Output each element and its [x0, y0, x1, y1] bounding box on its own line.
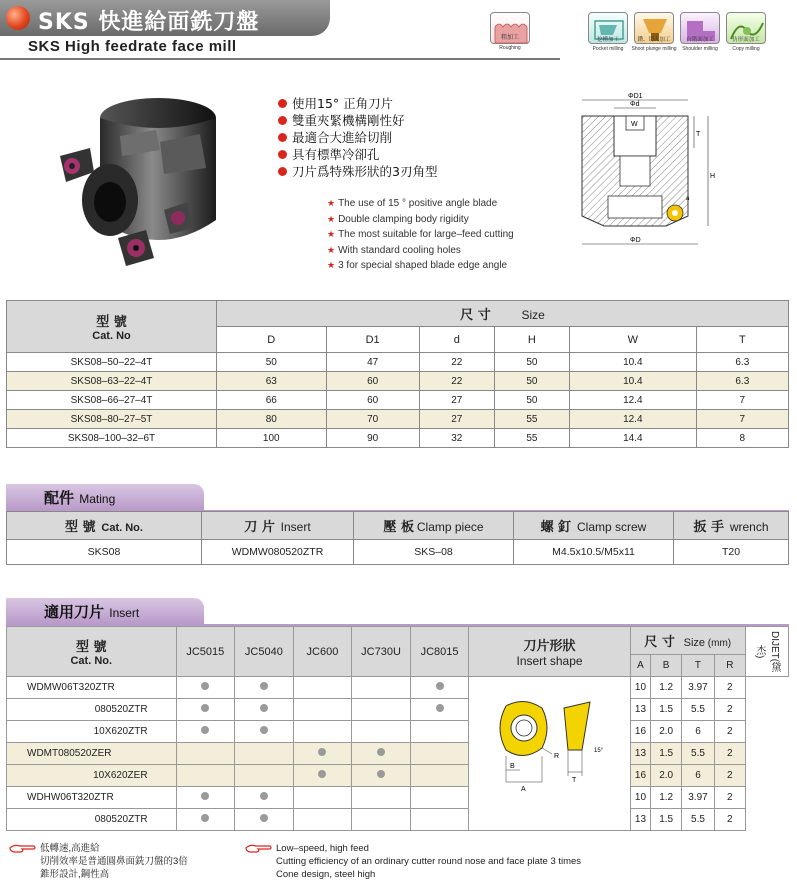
insert-tab-cn: 適用刀片	[44, 603, 105, 621]
cell: 55	[494, 410, 569, 429]
table-row	[7, 787, 789, 809]
cell: 12.4	[569, 410, 696, 429]
grade-cell	[293, 809, 352, 831]
dim-cell: 2	[714, 721, 745, 743]
dim-cell: 2	[714, 677, 745, 699]
table-row	[7, 677, 789, 699]
page-title: SKS 快進給面銑刀盤	[38, 10, 260, 35]
grade-cell	[293, 765, 352, 787]
cell: 47	[326, 353, 419, 372]
cat-no-header	[7, 301, 217, 353]
grade-cell	[235, 721, 294, 743]
star-icon: ★	[327, 260, 336, 270]
dim-cell: 6	[682, 765, 715, 787]
insert-size-header	[630, 627, 745, 655]
grade-cell	[176, 809, 235, 831]
table-row	[7, 353, 789, 372]
table-row	[7, 765, 789, 787]
mating-header	[514, 512, 674, 540]
cat-header-en: Cat. No	[92, 330, 131, 342]
cell: 55	[494, 429, 569, 448]
shape-r-label: R	[554, 753, 560, 760]
dim-cell: 2	[714, 743, 745, 765]
grade-cell	[293, 721, 352, 743]
grade-cell	[293, 699, 352, 721]
mating-header-cn: 螺 釘	[540, 520, 572, 535]
grade-header: JC730U	[352, 627, 411, 677]
footer-en-line: Cutting efficiency of an ordinary cutter round nose and face plate 3 times	[276, 856, 582, 867]
grade-cell	[410, 765, 469, 787]
copy-caption: Copy milling	[732, 46, 760, 52]
cell: 12.4	[569, 391, 696, 410]
availability-dot-icon	[201, 704, 209, 712]
availability-dot-icon	[260, 814, 268, 822]
dim-cell: 10	[630, 677, 651, 699]
shape-t-label: T	[572, 777, 577, 784]
mating-header-cn: 壓 板	[383, 520, 414, 535]
cell: 22	[419, 372, 494, 391]
availability-dot-icon	[260, 682, 268, 690]
grade-cell	[235, 765, 294, 787]
dim-cell: 16	[630, 765, 651, 787]
grade-cell	[352, 699, 411, 721]
dim-cell: 3.97	[682, 677, 715, 699]
shoulder-label: 台階面加工	[686, 37, 714, 43]
shape-angle-label: 15°	[594, 748, 604, 754]
grade-cell	[352, 677, 411, 699]
grade-cell	[410, 677, 469, 699]
roughing-icon-group	[490, 12, 533, 51]
footer-en-line: Low–speed, high feed	[276, 843, 369, 854]
insert-size-en: Size	[683, 637, 706, 649]
dim-cell: 1.2	[651, 677, 682, 699]
shape-a-label: A	[521, 786, 526, 793]
feature-en-item	[327, 212, 514, 228]
cell: 50	[217, 353, 327, 372]
footer-cn-line: 切削效率是普通圓鼻面銑刀盤的3倍	[40, 856, 188, 867]
cell: M4.5x10.5/M5x11	[514, 540, 674, 565]
mating-tab-cn: 配件	[44, 489, 75, 507]
insert-name-cell: 10X620ZER	[7, 765, 177, 787]
dim-header: R	[714, 655, 745, 677]
col-header: W	[569, 327, 696, 353]
pointing-hand-icon	[244, 842, 274, 854]
feature-en-item	[327, 243, 514, 259]
grade-header: JC5040	[235, 627, 294, 677]
diagram-D-label: ΦD	[630, 237, 641, 244]
insert-name-cell: WDMW06T320ZTR	[7, 677, 177, 699]
insert-name-cell: WDHW06T320ZTR	[7, 787, 177, 809]
grade-header: JC600	[293, 627, 352, 677]
dim-cell: 13	[630, 699, 651, 721]
diagram-w-label: W	[631, 121, 638, 128]
mating-tab-en: Mating	[79, 492, 116, 506]
cell: T20	[674, 540, 789, 565]
mating-header-en: Clamp piece	[416, 520, 484, 534]
star-icon: ★	[327, 244, 336, 255]
star-icon: ★	[327, 229, 336, 239]
col-header: D1	[326, 327, 419, 353]
roughing-label: 粗加工	[500, 35, 519, 41]
availability-dot-icon	[260, 792, 268, 800]
grade-cell	[352, 743, 411, 765]
cell: 6.3	[696, 372, 788, 391]
grade-cell	[410, 721, 469, 743]
dim-cell: 5.5	[682, 699, 715, 721]
feature-cn-text: 最適合大進給切削	[292, 130, 393, 145]
table-row	[7, 540, 789, 565]
insert-table	[6, 626, 789, 831]
brand-side-label: DIJET(黛杰)	[753, 630, 780, 673]
footer-en-line: Cone design, steel high	[276, 869, 376, 880]
dim-cell: 10	[630, 787, 651, 809]
feature-cn-text: 雙重夾緊機構剛性好	[292, 113, 405, 128]
cell: 50	[494, 391, 569, 410]
availability-dot-icon	[318, 770, 326, 778]
red-bullet-icon	[278, 133, 287, 142]
star-icon: ★	[327, 198, 336, 208]
mating-header	[202, 512, 354, 540]
availability-dot-icon	[260, 704, 268, 712]
insert-name-cell: 080520ZTR	[7, 699, 177, 721]
table-row	[7, 410, 789, 429]
dim-header: B	[651, 655, 682, 677]
insert-name-cell: 10X620ZTR	[7, 721, 177, 743]
availability-dot-icon	[201, 726, 209, 734]
cell: 50	[494, 372, 569, 391]
cell: WDMW080520ZTR	[202, 540, 354, 565]
diagram-h-label: H	[710, 173, 716, 180]
insert-cat-cn: 型 號	[76, 640, 107, 655]
dim-cell: 2.0	[651, 765, 682, 787]
dim-header: A	[630, 655, 651, 677]
features-en-list	[327, 196, 514, 274]
feature-en-text: Double clamping body rigidity	[338, 213, 469, 225]
cell: 10.4	[569, 353, 696, 372]
size-table	[6, 300, 789, 448]
cell: 66	[217, 391, 327, 410]
cell: 27	[419, 391, 494, 410]
col-header: H	[494, 327, 569, 353]
grade-cell	[410, 809, 469, 831]
feature-cn-item	[278, 129, 437, 146]
col-header: D	[217, 327, 327, 353]
cell: 6.3	[696, 353, 788, 372]
insert-cat-header	[7, 627, 177, 677]
footer-en-block	[244, 842, 581, 881]
pocket-caption: Pocket milling	[592, 46, 624, 52]
cell: 32	[419, 429, 494, 448]
cell: SKS–08	[354, 540, 514, 565]
insert-shape-en: Insert shape	[516, 654, 583, 668]
feature-cn-item	[278, 146, 437, 163]
cell: SKS08	[7, 540, 202, 565]
col-header: d	[419, 327, 494, 353]
footer-cn-block	[8, 842, 188, 881]
availability-dot-icon	[377, 770, 385, 778]
feature-en-item	[327, 196, 514, 212]
availability-dot-icon	[260, 726, 268, 734]
cell: SKS08–63–22–4T	[7, 372, 217, 391]
availability-dot-icon	[201, 792, 209, 800]
cell: 22	[419, 353, 494, 372]
cell: 7	[696, 410, 788, 429]
cell: 10.4	[569, 372, 696, 391]
grade-header: JC5015	[176, 627, 235, 677]
cell: 100	[217, 429, 327, 448]
insert-name-cell: 080520ZTR	[7, 809, 177, 831]
dim-cell: 2	[714, 787, 745, 809]
page-subtitle: SKS High feedrate face mill	[28, 38, 237, 55]
mating-header	[354, 512, 514, 540]
title-underline	[0, 58, 560, 60]
dim-cell: 1.2	[651, 787, 682, 809]
table-row	[7, 743, 789, 765]
dim-cell: 16	[630, 721, 651, 743]
grade-cell	[352, 765, 411, 787]
dim-cell: 1.5	[651, 699, 682, 721]
grade-cell	[176, 787, 235, 809]
plunge-label: 鑽、切入加工	[637, 37, 671, 43]
cell: 50	[494, 353, 569, 372]
roughing-caption: Roughing	[499, 45, 521, 51]
table-row	[7, 699, 789, 721]
red-bullet-icon	[278, 116, 287, 125]
mating-header-en: Clamp screw	[577, 520, 647, 534]
footer-cn-line: 低轉速,高進給	[40, 843, 100, 854]
availability-dot-icon	[201, 682, 209, 690]
mating-table	[6, 511, 789, 565]
cell: 60	[326, 372, 419, 391]
dim-cell: 5.5	[682, 809, 715, 831]
feature-en-text: 3 for special shaped blade edge angle	[338, 260, 508, 271]
grade-cell	[293, 743, 352, 765]
diagram-t-label: T	[696, 131, 701, 138]
size-header	[217, 301, 789, 327]
grade-cell	[410, 699, 469, 721]
col-header: T	[696, 327, 788, 353]
mating-header-en: wrench	[729, 520, 769, 534]
features-cn-list	[278, 95, 437, 180]
grade-cell	[352, 809, 411, 831]
dim-cell: 5.5	[682, 743, 715, 765]
pocket-icon-group	[588, 12, 631, 52]
shoulder-caption: Shoulder milling	[682, 46, 718, 52]
cell: 90	[326, 429, 419, 448]
feature-cn-text: 使用15° 正角刀片	[292, 96, 394, 111]
red-bullet-icon	[278, 150, 287, 159]
insert-name-cell: WDMT080520ZER	[7, 743, 177, 765]
plunge-icon-group	[631, 12, 677, 52]
red-bullet-icon	[278, 167, 287, 176]
cell: 80	[217, 410, 327, 429]
mating-header	[674, 512, 789, 540]
insert-tab-en: Insert	[109, 606, 140, 620]
cell: 63	[217, 372, 327, 391]
size-header-en: Size	[521, 308, 545, 322]
insert-size-unit: (mm)	[707, 638, 732, 649]
cell: SKS08–50–22–4T	[7, 353, 217, 372]
dim-cell: 1.5	[651, 743, 682, 765]
cross-section-diagram	[570, 88, 720, 258]
cell: SKS08–66–27–4T	[7, 391, 217, 410]
table-row	[7, 721, 789, 743]
mating-header-cn: 型 號	[65, 520, 96, 535]
grade-cell	[235, 743, 294, 765]
grade-cell	[176, 743, 235, 765]
cell: SKS08–80–27–5T	[7, 410, 217, 429]
grade-cell	[176, 699, 235, 721]
mating-header-en: Cat. No.	[101, 522, 143, 534]
insert-cat-en: Cat. No.	[70, 655, 113, 667]
grade-cell	[176, 677, 235, 699]
table-row	[7, 429, 789, 448]
shoulder-icon-group	[680, 12, 723, 52]
red-bullet-icon	[278, 99, 287, 108]
grade-cell	[352, 721, 411, 743]
dim-cell: 1.5	[651, 809, 682, 831]
feature-en-item	[327, 258, 514, 274]
dim-cell: 2	[714, 699, 745, 721]
mating-header-cn: 扳 手	[693, 520, 724, 535]
cat-header-cn: 型 號	[96, 315, 127, 330]
insert-shape-drawing	[470, 686, 620, 796]
diagram-d-small-label: Φd	[630, 101, 640, 108]
copy-label: 仿形面加工	[732, 37, 760, 43]
dim-cell: 6	[682, 721, 715, 743]
face-mill-product-image	[60, 90, 230, 270]
star-icon: ★	[327, 213, 336, 224]
grade-cell	[235, 787, 294, 809]
grade-cell	[176, 765, 235, 787]
footer-cn-line: 錐形設計,鋼性高	[40, 869, 110, 880]
dim-cell: 3.97	[682, 787, 715, 809]
grade-cell	[235, 677, 294, 699]
feature-cn-item	[278, 112, 437, 129]
insert-shape-header	[469, 627, 630, 677]
title-bullet-icon	[6, 6, 30, 30]
shape-b-label: B	[510, 763, 515, 770]
brand-side-cell	[745, 627, 788, 677]
grade-cell	[352, 787, 411, 809]
cell: 7	[696, 391, 788, 410]
table-row	[7, 372, 789, 391]
grade-cell	[410, 743, 469, 765]
grade-header: JC8015	[410, 627, 469, 677]
availability-dot-icon	[377, 748, 385, 756]
cell: 14.4	[569, 429, 696, 448]
feature-cn-item	[278, 163, 437, 180]
cell: 8	[696, 429, 788, 448]
dim-cell: 13	[630, 743, 651, 765]
availability-dot-icon	[436, 682, 444, 690]
grade-cell	[176, 721, 235, 743]
cell: 27	[419, 410, 494, 429]
feature-cn-text: 刀片爲特殊形狀的3刃角型	[292, 164, 438, 179]
grade-cell	[293, 787, 352, 809]
mating-header	[7, 512, 202, 540]
feature-en-text: The use of 15 ° positive angle blade	[338, 198, 498, 209]
feature-en-text: The most suitable for large–feed cutting	[338, 229, 514, 240]
feature-en-item	[327, 227, 514, 243]
size-header-cn: 尺 寸	[460, 308, 491, 323]
plunge-caption: Shoot plunge milling	[631, 46, 677, 52]
availability-dot-icon	[436, 704, 444, 712]
mating-header-cn: 刀 片	[244, 520, 275, 535]
copy-icon-group	[726, 12, 769, 52]
diagram-a-label: a	[686, 196, 690, 202]
table-row	[7, 809, 789, 831]
cell: 70	[326, 410, 419, 429]
dim-cell: 2	[714, 809, 745, 831]
grade-cell	[410, 787, 469, 809]
availability-dot-icon	[201, 814, 209, 822]
insert-shape-cn: 刀片形狀	[523, 639, 576, 654]
feature-cn-item	[278, 95, 437, 112]
cell: 60	[326, 391, 419, 410]
mating-section-tab	[6, 484, 204, 510]
mating-header-en: Insert	[280, 520, 311, 534]
feature-cn-text: 具有標準冷卻孔	[292, 147, 380, 162]
grade-cell	[235, 809, 294, 831]
table-row	[7, 391, 789, 410]
cell: SKS08–100–32–6T	[7, 429, 217, 448]
dim-header: T	[682, 655, 715, 677]
dim-cell: 2	[714, 765, 745, 787]
grade-cell	[235, 699, 294, 721]
dim-cell: 13	[630, 809, 651, 831]
pointing-hand-icon	[8, 842, 38, 854]
availability-dot-icon	[318, 748, 326, 756]
diagram-d1-label: ΦD1	[628, 93, 643, 100]
feature-en-text: With standard cooling holes	[338, 244, 461, 256]
insert-size-cn: 尺 寸	[644, 635, 675, 650]
insert-section-tab	[6, 598, 204, 624]
dim-cell: 2.0	[651, 721, 682, 743]
grade-cell	[293, 677, 352, 699]
pocket-label: 挖槽加工	[596, 37, 619, 43]
